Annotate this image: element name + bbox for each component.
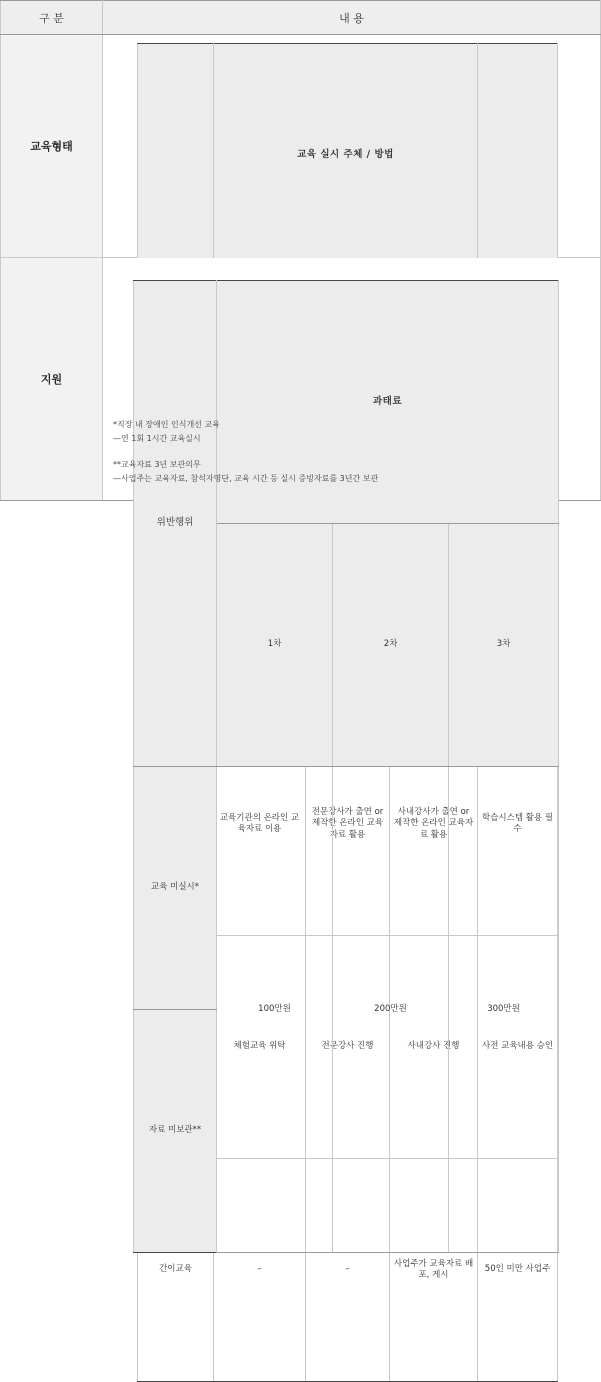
fine-th-first: 1차	[217, 524, 333, 767]
fine-amount-third: 300만원	[449, 767, 559, 1253]
footnote-1: *직장 내 장애인 인식개선 교육	[113, 420, 220, 429]
edu-cell: 사업주가 교육자료 배포, 게시	[390, 1159, 478, 1382]
fine-th-violation: 위반행위	[134, 281, 217, 767]
edu-cell: 체험교육 위탁	[214, 936, 306, 1159]
header-gubun: 구 분	[1, 1, 103, 35]
edu-cell: –	[214, 1159, 306, 1382]
table-row	[134, 767, 559, 1010]
violation-no-training: 교육 미실시*	[134, 767, 217, 1010]
violation-no-records: 자료 미보관**	[134, 1010, 217, 1253]
edu-cell: 사내강사 진행	[390, 936, 478, 1159]
footnote-2-detail: —사업주는 교육자료, 참석자명단, 교육 시간 등 실시 증빙자료를 3년간 보관	[113, 474, 379, 483]
edu-type-cell: 간이교육	[138, 1159, 214, 1382]
edu-cell: –	[306, 1159, 390, 1382]
header-content: 내 용	[103, 1, 601, 35]
footnotes	[113, 418, 378, 486]
footnote-2: **교육자료 3년 보관의무	[113, 460, 201, 469]
edu-note-cell: 50인 미만 사업주	[478, 1159, 558, 1382]
fine-th-third: 3차	[449, 524, 559, 767]
footnote-1-detail: —연 1회 1시간 교육실시	[113, 434, 201, 443]
edu-cell: 전문강사가 출연 or 제작한 온라인 교육자료 활용	[306, 713, 390, 936]
row-label-edu-form: 교육형태	[1, 35, 103, 258]
fine-th-second: 2차	[333, 524, 449, 767]
edu-note-cell: 사전 교육내용 승인	[478, 936, 558, 1159]
row-label-support: 지원	[1, 258, 103, 501]
fine-th-fine: 과태료	[217, 281, 559, 524]
edu-cell: 전문강사 진행	[306, 936, 390, 1159]
edu-cell: 사내강사가 출연 or 제작한 온라인 교육자료 활용	[390, 713, 478, 936]
fine-amount-second: 200만원	[333, 767, 449, 1253]
fine-amount-first: 100만원	[217, 767, 333, 1253]
edu-th-method: 교육 실시 주체 / 방법	[214, 44, 478, 267]
edu-note-cell: 학습시스템 활용 필수	[478, 713, 558, 936]
edu-cell: 교육기관의 온라인 교육자료 이용	[214, 713, 306, 936]
